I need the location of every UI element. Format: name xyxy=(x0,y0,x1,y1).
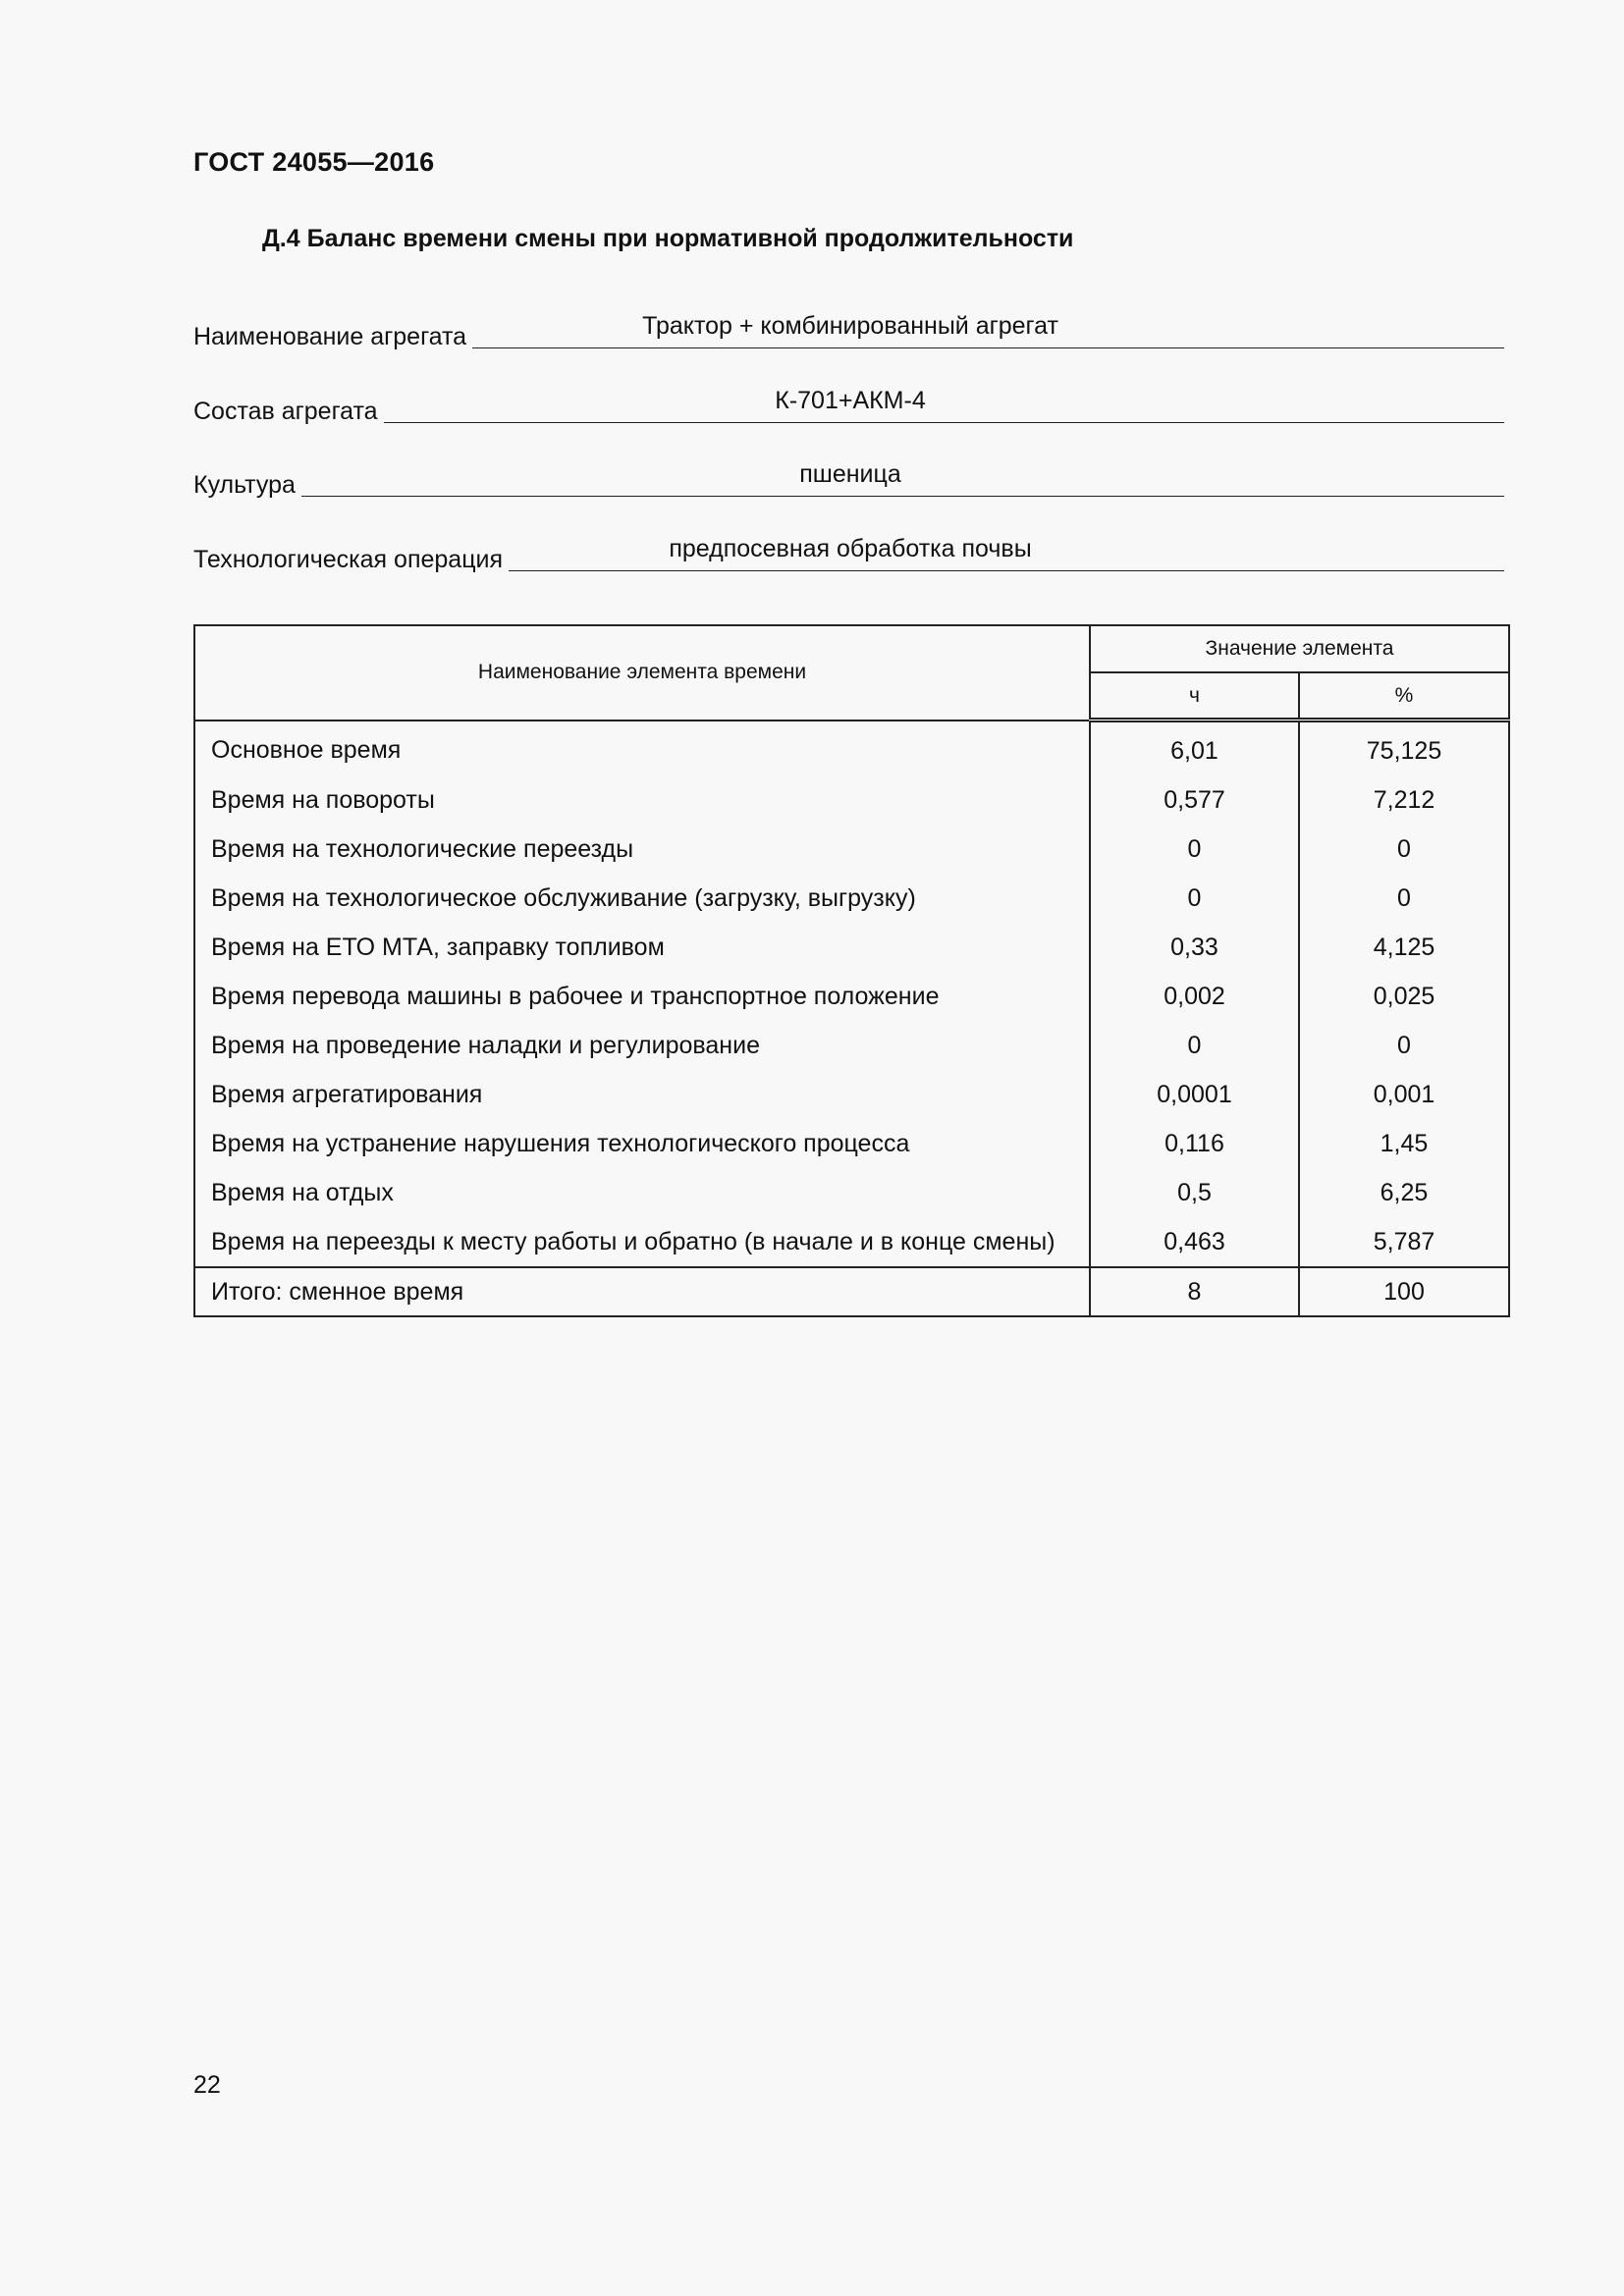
header-percent: % xyxy=(1299,672,1509,721)
row-hours: 0 xyxy=(1090,874,1299,923)
row-name: Время на отдых xyxy=(194,1168,1090,1217)
row-percent: 0,025 xyxy=(1299,972,1509,1021)
table-total-row xyxy=(194,1267,1509,1316)
field-unit-composition xyxy=(193,387,1504,426)
table-row xyxy=(194,721,1509,776)
row-percent: 6,25 xyxy=(1299,1168,1509,1217)
table-row xyxy=(194,1119,1509,1168)
field-label: Технологическая операция xyxy=(193,545,509,574)
row-percent: 4,125 xyxy=(1299,923,1509,972)
row-name: Время на технологические переезды xyxy=(194,825,1090,874)
table-row xyxy=(194,825,1509,874)
field-unit-name xyxy=(193,312,1504,351)
header-element-value: Значение элемента xyxy=(1090,625,1509,672)
header-hours: ч xyxy=(1090,672,1299,721)
field-underline xyxy=(193,496,1504,497)
field-label: Состав агрегата xyxy=(193,397,384,426)
field-value: К-701+АКМ-4 xyxy=(775,387,926,414)
field-label: Культура xyxy=(193,470,301,500)
row-name: Время агрегатирования xyxy=(194,1070,1090,1119)
page-number: 22 xyxy=(193,2071,221,2099)
row-name: Время на ЕТО МТА, заправку топливом xyxy=(194,923,1090,972)
row-hours: 0,33 xyxy=(1090,923,1299,972)
field-label: Наименование агрегата xyxy=(193,322,472,351)
row-name: Основное время xyxy=(194,721,1090,776)
row-hours: 0,463 xyxy=(1090,1217,1299,1267)
table-row xyxy=(194,972,1509,1021)
row-percent: 7,212 xyxy=(1299,775,1509,825)
row-percent: 0 xyxy=(1299,1021,1509,1070)
table-row xyxy=(194,874,1509,923)
row-hours: 0,002 xyxy=(1090,972,1299,1021)
field-operation xyxy=(193,535,1504,574)
field-value: предпосевная обработка почвы xyxy=(669,535,1032,562)
row-hours: 0 xyxy=(1090,825,1299,874)
row-percent: 5,787 xyxy=(1299,1217,1509,1267)
section-title: Д.4 Баланс времени смены при нормативной продолжительности xyxy=(262,225,1074,252)
table-row xyxy=(194,775,1509,825)
row-hours: 0,0001 xyxy=(1090,1070,1299,1119)
table-row xyxy=(194,923,1509,972)
table-row xyxy=(194,1168,1509,1217)
row-hours: 0,116 xyxy=(1090,1119,1299,1168)
table-row xyxy=(194,1021,1509,1070)
total-hours: 8 xyxy=(1090,1267,1299,1316)
row-hours: 0 xyxy=(1090,1021,1299,1070)
field-value: пшеница xyxy=(799,460,901,488)
row-percent: 0 xyxy=(1299,825,1509,874)
total-percent: 100 xyxy=(1299,1267,1509,1316)
row-percent: 0,001 xyxy=(1299,1070,1509,1119)
row-name: Время на устранение нарушения технологического процесса xyxy=(194,1119,1090,1168)
document-code: ГОСТ 24055—2016 xyxy=(193,147,435,177)
row-percent: 1,45 xyxy=(1299,1119,1509,1168)
table-row xyxy=(194,1217,1509,1267)
table-row xyxy=(194,1070,1509,1119)
row-hours: 0,5 xyxy=(1090,1168,1299,1217)
field-crop xyxy=(193,460,1504,500)
row-hours: 6,01 xyxy=(1090,721,1299,776)
row-percent: 0 xyxy=(1299,874,1509,923)
total-name: Итого: сменное время xyxy=(194,1267,1090,1316)
field-value: Трактор + комбинированный агрегат xyxy=(642,312,1058,340)
row-percent: 75,125 xyxy=(1299,721,1509,776)
header-element-name: Наименование элемента времени xyxy=(194,625,1090,721)
row-name: Время перевода машины в рабочее и транспортное положение xyxy=(194,972,1090,1021)
row-name: Время на повороты xyxy=(194,775,1090,825)
time-balance-table xyxy=(193,624,1510,1317)
row-name: Время на технологическое обслуживание (загрузку, выгрузку) xyxy=(194,874,1090,923)
row-hours: 0,577 xyxy=(1090,775,1299,825)
field-underline xyxy=(193,422,1504,423)
row-name: Время на переезды к месту работы и обратно (в начале и в конце смены) xyxy=(194,1217,1090,1267)
row-name: Время на проведение наладки и регулирование xyxy=(194,1021,1090,1070)
